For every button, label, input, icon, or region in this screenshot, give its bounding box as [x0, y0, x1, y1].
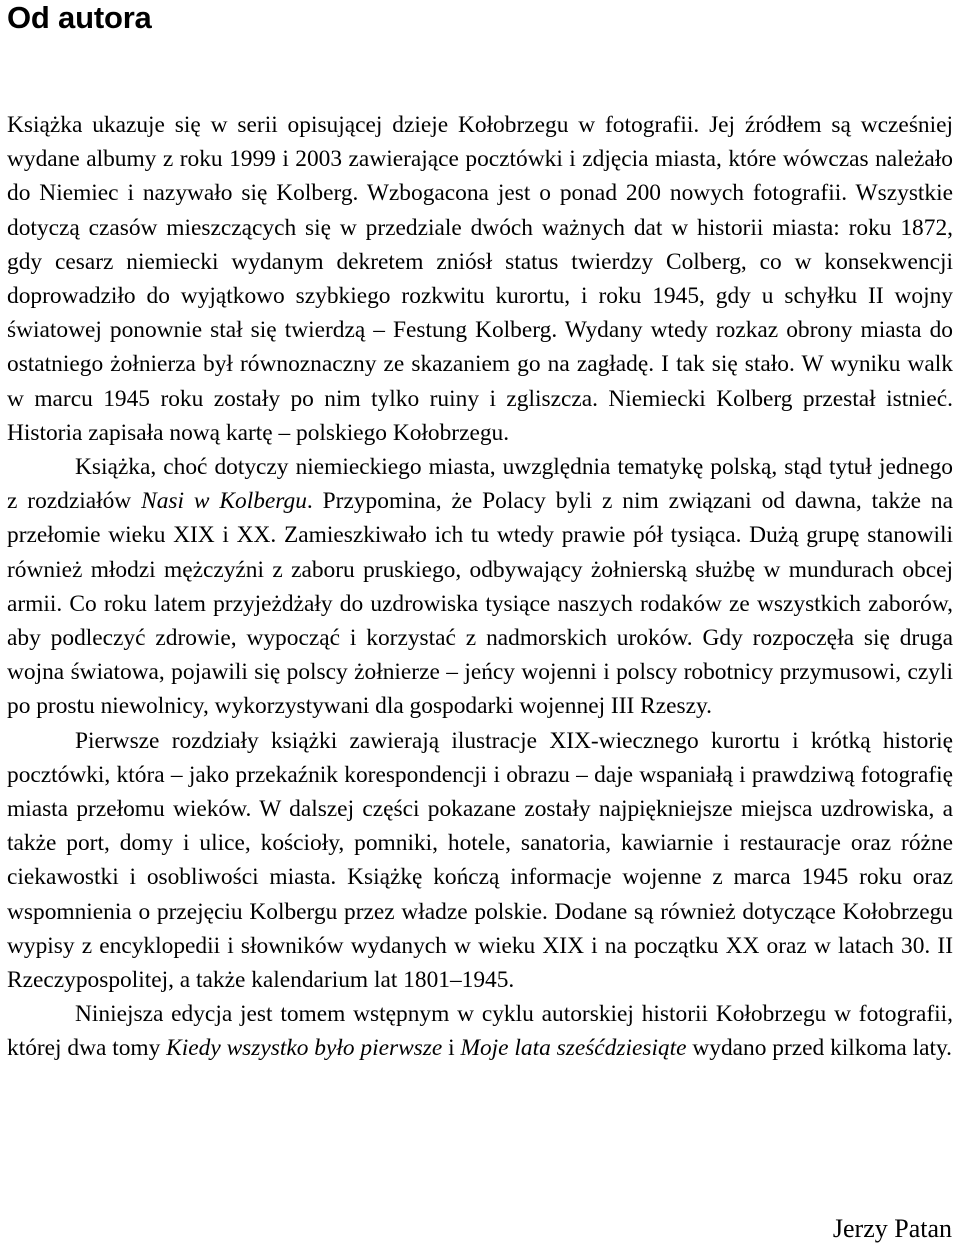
paragraph-2	[7, 450, 953, 724]
document-page	[7, 0, 953, 1066]
paragraph-1-text: Książka ukazuje się w serii opisującej dzieje Kołobrzegu w fotografii. Jej źródłem są wcześniej wydane albumy z roku 1999 i 2003 zawierające pocztówki i zdjęcia miasta, które wówczas należało do Niemiec i nazywało się Kolberg. Wzbogacona jest o ponad 200 nowych fotografii. Wszystkie dotyczą czasów mieszczących się w przedziale dwóch ważnych dat w historii miasta: roku 1872, gdy cesarz niemiecki wydanym dekretem zniósł status twierdzy Colberg, co w konsekwencji doprowadziło do wyjątkowo szybkiego rozkwitu kurortu, i roku 1945, gdy u schyłku II wojny światowej ponownie stał się twierdzą – Festung Kolberg. Wydany wtedy rozkaz obrony miasta do ostatniego żołnierza był równoznaczny ze skazaniem go na zagładę. I tak się stało. W wyniku walk w marcu 1945 roku zostały po nim tylko ruiny i zgliszcza. Niemiecki Kolberg przestał istnieć. Historia zapisała nową kartę – polskiego Kołobrzegu.	[7, 112, 953, 446]
paragraph-4-text: i	[442, 1035, 461, 1062]
paragraph-2-text: . Przypomina, że Polacy byli z nim związani od dawna, także na przełomie wieku XIX i XX. Zamieszkiwało ich tu wtedy prawie pół tysiąca. Dużą grupę stanowili również młodzi mężczyźni z zaboru pruskiego, odbywający żołnierską służbę w mundurach obcej armii. Co roku latem przyjeżdżały do uzdrowiska tysiące naszych rodaków ze wszystkich zaborów, aby podleczyć zdrowie, wypocząć i korzystać z nadmorskich uroków. Gdy rozpoczęła się druga wojna światowa, pojawili się polscy żołnierze – jeńcy wojenni i polscy robotnicy przymusowi, czyli po prostu niewolnicy, wykorzystywani dla gospodarki wojennej III Rzeszy.	[7, 488, 953, 720]
paragraph-2-text: Książka, choć dotyczy niemieckiego miasta, uwzględnia tematykę polską, stąd tytuł jednego z rozdziałów	[7, 454, 953, 515]
book-title-italic: Kiedy wszystko było pierwsze	[166, 1035, 443, 1062]
paragraph-3-text: Pierwsze rozdziały książki zawierają ilustracje XIX-wiecznego kurortu i krótką historię pocztówki, która – jako przekaźnik korespondencji i obrazu – daje wspaniałą i prawdziwą fotografię miasta przełomu wieków. W dalszej części pokazane zostały najpiękniejsze miejsca uzdrowiska, a także port, domy i ulice, kościoły, pomniki, hotele, sanatoria, kawiarnie i restauracje oraz różne ciekawostki i osobliwości miasta. Książkę kończą informacje wojenne z marca 1945 roku oraz wspomnienia o przejęciu Kolbergu przez władze polskie. Dodane są również dotyczące Kołobrzegu wypisy z encyklopedii i słowników wydanych w wieku XIX i na początku XX oraz w latach 30. II Rzeczypospolitej, a także kalendarium lat 1801–1945.	[7, 727, 953, 994]
paragraph-3	[7, 724, 953, 998]
paragraph-4-text: wydano przed kilkoma laty.	[686, 1035, 952, 1062]
book-title-italic: Moje lata sześćdziesiąte	[460, 1035, 687, 1062]
author-signature: Jerzy Patan	[832, 1214, 952, 1243]
page-title: Od autora	[7, 0, 152, 35]
body-text	[7, 108, 953, 1066]
paragraph-4-text: Niniejsza edycja jest tomem wstępnym w cyklu autorskiej historii Kołobrzegu w fotografii, której dwa tomy	[7, 1001, 953, 1062]
paragraph-4	[7, 997, 953, 1065]
chapter-title-italic: Nasi w Kolbergu	[141, 488, 307, 515]
paragraph-1	[7, 108, 953, 450]
